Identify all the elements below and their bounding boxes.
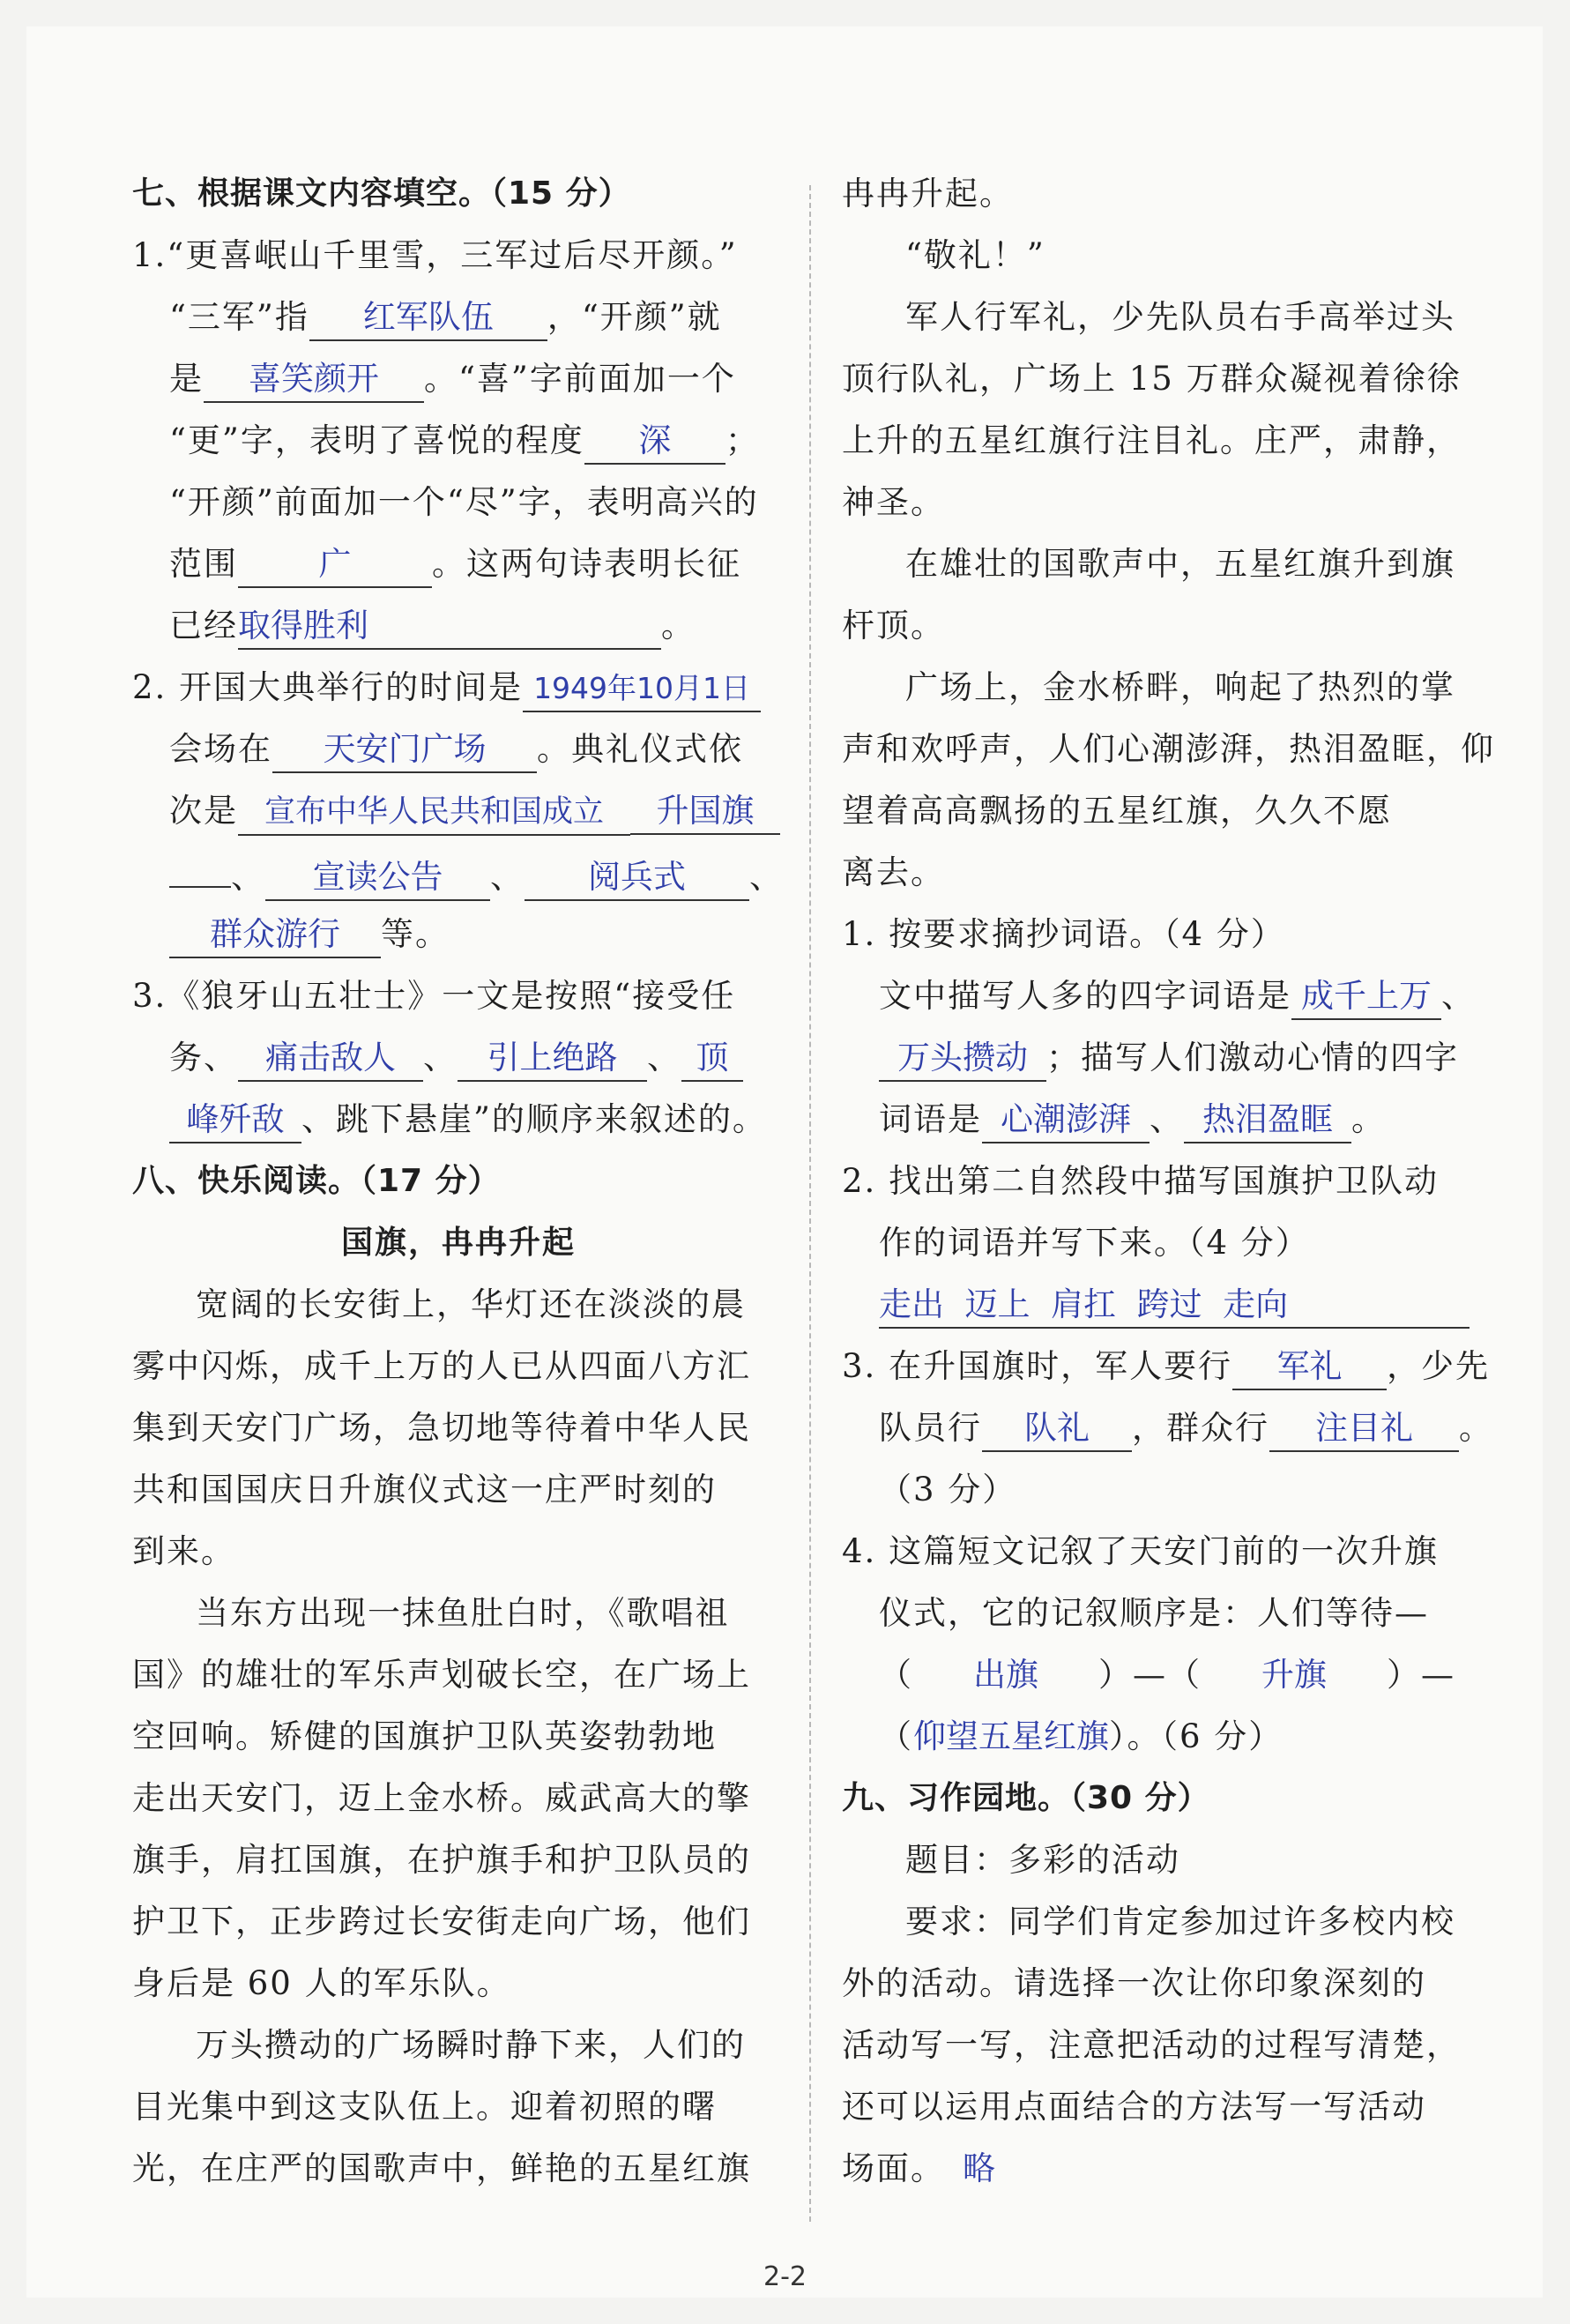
- article-paragraph-6: 广场上，金水桥畔，响起了热烈的掌 声和欢呼声，人们心潮澎湃，热泪盈眶，仰 望着高高飘扬的五星红旗，久久不愿 离去。: [842, 668, 1495, 891]
- answer-blank[interactable]: 阅兵式: [525, 855, 749, 901]
- answer-text[interactable]: 升旗: [1261, 1656, 1327, 1694]
- q3-line1: 3.《狼牙山五壮士》一文是按照“接受任: [132, 977, 736, 1015]
- left-column: [132, 163, 785, 2200]
- r3-line1: 3. 在升国旗时，军人要行 军礼 ，少先: [842, 1336, 1494, 1397]
- r4-line2: 仪式，它的记叙顺序是：人们等待—: [879, 1594, 1429, 1632]
- answer-blank[interactable]: 注目礼: [1269, 1406, 1459, 1452]
- r1-line4: 词语是 心潮澎湃 、 热泪盈眶 。: [842, 1089, 1494, 1151]
- r2-line3: [842, 1274, 1494, 1336]
- article-title: 国旗，冉冉升起: [340, 1225, 576, 1261]
- right-column: [842, 163, 1494, 2200]
- article-paragraph-2: 当东方出现一抹鱼肚白时，《歌唱祖 国》的雄壮的军乐声划破长空，在广场上 空回响。矫健的国旗护卫队英姿勃勃地 走出天安门，迈上金水桥。威武高大的擎 旗手，肩扛国旗，在护旗手和护卫队员的 护卫下，正步跨过长安街走向广场，他们 身后是 60 人的军乐队。: [132, 1594, 751, 2002]
- answer-blank[interactable]: 痛击敌人: [238, 1036, 423, 1082]
- answer-text[interactable]: 仰望五星红旗: [913, 1717, 1109, 1755]
- article-salute: “敬礼！”: [905, 236, 1045, 274]
- r4-line4: （仰望五星红旗）。（6 分）: [879, 1717, 1284, 1755]
- answer-blank[interactable]: 1949年10月1日: [523, 667, 761, 712]
- answer-blank[interactable]: 取得胜利: [238, 604, 661, 650]
- r4-line1: 4. 这篇短文记叙了天安门前的一次升旗: [842, 1532, 1440, 1570]
- r3-line2: 队员行 队礼 ，群众行 注目礼 。: [842, 1397, 1494, 1459]
- q2-line1: 2. 开国大典举行的时间是 1949年10月1日: [132, 657, 785, 719]
- essay-requirement: 要求：同学们肯定参加过许多校内校 外的活动。请选择一次让你印象深刻的 活动写一写，注意把活动的过程写清楚， 还可以运用点面结合的方法写一写活动: [842, 1903, 1461, 2126]
- answer-blank[interactable]: 广: [238, 542, 432, 588]
- q3-line2: 务、 痛击敌人 、 引上绝路 、 顶: [132, 1027, 785, 1089]
- answer-blank[interactable]: 峰歼敌: [169, 1098, 301, 1143]
- answer-blank[interactable]: 喜笑颜开: [204, 357, 424, 403]
- answer-blank[interactable]: 走出 迈上 肩扛 跨过 走向: [879, 1283, 1470, 1329]
- section-9-heading: 九、习作园地。（30 分）: [842, 1780, 1210, 1816]
- q1-line6: 范围 广 。这两句诗表明长征: [132, 533, 785, 595]
- r1-line3: 万头攒动 ；描写人们激动心情的四字: [842, 1027, 1494, 1089]
- r3-line3: （3 分）: [879, 1471, 1017, 1508]
- answer-text[interactable]: 出旗: [973, 1656, 1038, 1694]
- answer-blank[interactable]: 热泪盈眶: [1184, 1098, 1351, 1143]
- answer-blank[interactable]: 心潮澎湃: [982, 1098, 1150, 1143]
- answer-blank[interactable]: 队礼: [982, 1406, 1132, 1452]
- answer-blank[interactable]: 顶: [681, 1036, 743, 1082]
- r1-line1: 1. 按要求摘抄词语。（4 分）: [842, 915, 1285, 953]
- answer-blank[interactable]: 万头攒动: [879, 1036, 1046, 1082]
- article-continuation: 冉冉升起。: [842, 175, 1014, 212]
- q1-line2: “三军”指 红军队伍 ，“开颜”就: [132, 287, 785, 348]
- answer-blank[interactable]: 宣读公告: [265, 855, 490, 901]
- answer-blank[interactable]: 军礼: [1232, 1344, 1387, 1390]
- answer-blank[interactable]: 升国旗: [630, 789, 780, 835]
- page-number: 2-2: [763, 2261, 807, 2292]
- blank-line: [169, 842, 231, 888]
- article-paragraph-4: 军人行军礼，少先队员右手高举过头 顶行队礼，广场上 15 万群众凝视着徐徐 上升的五星红旗行注目礼。庄严，肃静， 神圣。: [842, 298, 1462, 521]
- essay-last-line: 场面。 略: [842, 2149, 995, 2187]
- article-paragraph-3: 万头攒动的广场瞬时静下来，人们的 目光集中到这支队伍上。迎着初照的曙 光，在庄严的国歌声中，鲜艳的五星红旗: [132, 2026, 751, 2187]
- q2-line5: 群众游行 等。: [132, 904, 785, 965]
- section-8-heading: 八、快乐阅读。（17 分）: [132, 1163, 501, 1199]
- answer-blank[interactable]: 群众游行: [169, 912, 381, 958]
- r2-line2: 作的词语并写下来。（4 分）: [879, 1224, 1310, 1262]
- r4-line3: （ 出旗 ）—（ 升旗 ）—: [842, 1644, 1494, 1706]
- answer-blank[interactable]: 引上绝路: [458, 1036, 647, 1082]
- section-7-heading: 七、根据课文内容填空。（15 分）: [132, 175, 631, 212]
- q2-line4: 、 宣读公告 、 阅兵式 、: [132, 842, 785, 904]
- column-divider: [809, 185, 811, 2222]
- q2-line2: 会场在 天安门广场 。典礼仪式依: [132, 719, 785, 780]
- q1-line4: “更”字，表明了喜悦的程度 深 ；: [132, 410, 785, 472]
- essay-topic: 题目：多彩的活动: [905, 1841, 1180, 1879]
- answer-blank[interactable]: 成千上万: [1291, 974, 1441, 1020]
- answer-blank[interactable]: 红军队伍: [309, 295, 547, 341]
- q1-line1: 1.“更喜岷山千里雪，三军过后尽开颜。”: [132, 236, 738, 274]
- article-paragraph-1: 宽阔的长安街上，华灯还在淡淡的晨 雾中闪烁，成千上万的人已从四面八方汇 集到天安门广场，急切地等待着中华人民 共和国国庆日升旗仪式这一庄严时刻的 到来。: [132, 1285, 751, 1570]
- answer-blank[interactable]: 深: [584, 419, 725, 465]
- q3-line3: 峰歼敌 、跳下悬崖”的顺序来叙述的。: [132, 1089, 785, 1151]
- q1-line5: “开颜”前面加一个“尽”字，表明高兴的: [169, 483, 759, 521]
- r1-line2: 文中描写人多的四字词语是 成千上万 、: [842, 965, 1494, 1027]
- article-paragraph-5: 在雄壮的国歌声中，五星红旗升到旗 杆顶。: [842, 545, 1455, 644]
- q1-line3: 是 喜笑颜开 。“喜”字前面加一个: [132, 348, 785, 410]
- answer-blank[interactable]: 天安门广场: [272, 727, 537, 773]
- r2-line1: 2. 找出第二自然段中描写国旗护卫队动: [842, 1162, 1440, 1200]
- q1-line7: 已经取得胜利 。: [132, 595, 785, 657]
- q2-line3: 次是 宣布中华人民共和国成立 升国旗: [132, 780, 785, 842]
- essay-answer[interactable]: 略: [963, 2149, 995, 2187]
- answer-blank[interactable]: 宣布中华人民共和国成立: [238, 790, 630, 836]
